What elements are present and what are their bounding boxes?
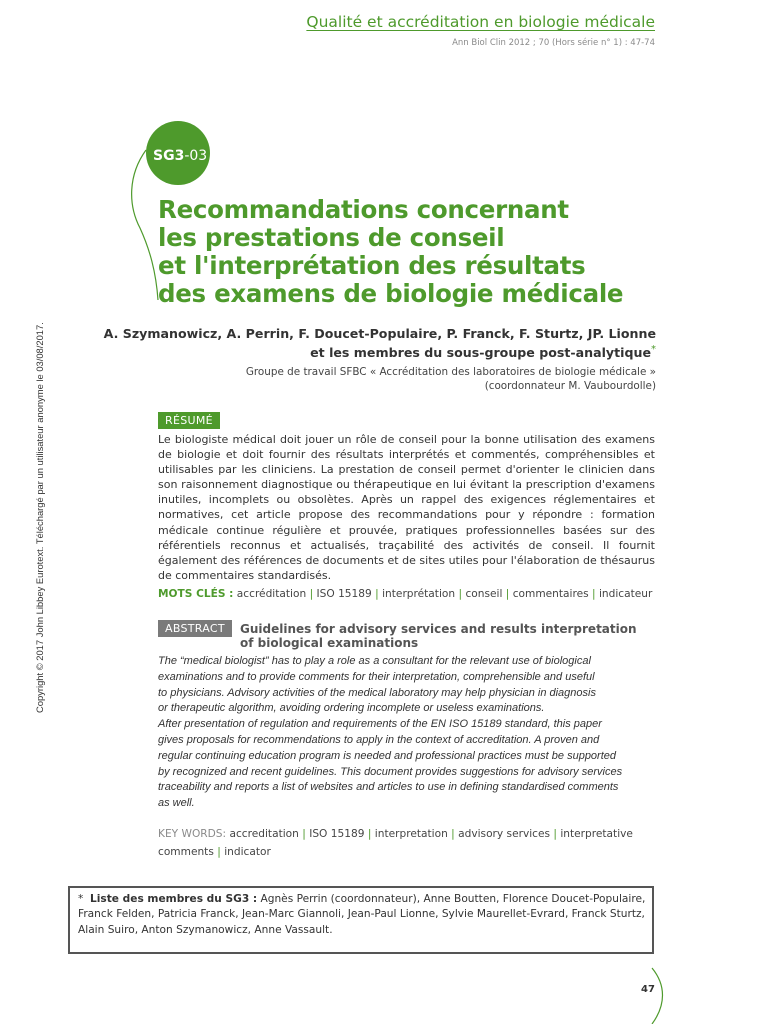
abstract-line: After presentation of regulation and requirements of the EN ISO 15189 standard, this paper — [158, 718, 602, 731]
english-title-line: Guidelines for advisory services and results interpretation — [240, 622, 637, 636]
badge-number: -03 — [184, 148, 208, 164]
members-list: Agnès Perrin (coordonnateur), Anne Boutten, Florence Doucet-Populaire, Franck Felden, Patricia Franck, Jean-Marc Giannoli, Jean-Paul Lionne, Sylvie Maurellet-Evrard, Franck Sturtz, Alain Suiro, Anton Szymanowicz, Anne Vassault. — [78, 893, 646, 936]
title-line: des examens de biologie médicale — [158, 279, 624, 308]
keyword: indicator — [224, 845, 271, 858]
keywords-fr: MOTS CLÉS : accréditation | ISO 15189 | interprétation | conseil | commentaires | indicateur — [158, 588, 653, 600]
keyword: interprétation — [382, 588, 456, 600]
keywords-en: KEY WORDS: accreditation | ISO 15189 | interpretation | advisory services | interpretative comments | indicator — [158, 828, 633, 858]
authors-line: A. Szymanowicz, A. Perrin, F. Doucet-Populaire, P. Franck, F. Sturtz, JP. Lionne — [103, 326, 656, 341]
abstract-line: by recognized and recent guidelines. This document provides suggestions for advisory services — [158, 765, 623, 778]
section-badge — [153, 148, 207, 164]
keyword: interpretation — [374, 828, 448, 840]
english-title-line: of biological examinations — [240, 636, 419, 650]
keywords-label: MOTS CLÉS : — [158, 588, 234, 600]
abstract-line: traceability and reports a list of websites and articles to use in defining standardised comments — [158, 781, 619, 794]
keyword: commentaires — [512, 588, 589, 600]
keyword: conseil — [465, 588, 503, 600]
abstract-line: or therapeutic algorithm, avoiding ordering incomplete or useless examinations. — [158, 702, 545, 715]
footnote-marker: * — [78, 893, 84, 905]
page-number: 47 — [641, 984, 655, 995]
members-label: Liste des membres du SG3 : — [90, 893, 258, 905]
article-title — [158, 196, 698, 308]
abstract-line: to physicians. Advisory activities of the medical laboratory may help physician in diagnosis — [158, 686, 596, 699]
resume-heading: RÉSUMÉ — [158, 412, 220, 429]
authors-line: et les membres du sous-groupe post-analytique — [310, 345, 651, 361]
abstract-line: examinations and to provide comments for their interpretation, comprehensible and useful — [158, 670, 595, 683]
abstract-line: regular continuing education program is needed and professional practices must be supported — [158, 749, 617, 762]
title-line: les prestations de conseil — [158, 223, 505, 252]
copyright-note: Copyright © 2017 John Libbey Eurotext. Téléchargé par un utilisateur anonyme le 03/08/2017. — [34, 322, 45, 713]
keyword: advisory services — [458, 828, 551, 840]
abstract-line: gives proposals for recommendations to apply in the context of accreditation. A proven and — [158, 733, 600, 746]
keyword: accreditation — [229, 828, 299, 840]
page-curve — [652, 968, 663, 1024]
keyword: accréditation — [236, 588, 307, 600]
keyword: ISO 15189 — [316, 588, 372, 600]
abstract-line: The “medical biologist” has to play a role as a consultant for the relevant use of biological — [158, 655, 591, 667]
members-note — [78, 892, 648, 938]
resume-text: Le biologiste médical doit jouer un rôle de conseil pour la bonne utilisation des examens de biologie et doit fournir des résultats interprétés et commentés, compréhensibles et utilisables par les cliniciens. La prestation de conseil permet d'orienter le clinicien dans son raisonnement diagnostique ou thérapeutique en lui évitant la prescription d'examens inutiles, incomplets ou obsolètes. Après un rappel des exigences réglementaires et normatives, cet article propose des recommandations pour y répondre : formation médicale continue régulière et prouvée, pratiques professionnelles basées sur des référentiels reconnus et actualisés, traçabilité des activités de conseil. Il fournit également des références de documents et de sites utiles pour l'élaboration de thésaurus de commentaires standardisés. — [158, 433, 655, 582]
keyword: ISO 15189 — [309, 828, 365, 840]
title-line: et l'interprétation des résultats — [158, 251, 586, 280]
abstract-line: as well. — [158, 797, 195, 810]
affiliation-line: (coordonnateur M. Vaubourdolle) — [484, 379, 656, 392]
keywords-label: KEY WORDS: — [158, 828, 227, 840]
citation: Ann Biol Clin 2012 ; 70 (Hors série n° 1) : 47-74 — [452, 38, 655, 48]
footnote-marker: * — [651, 344, 656, 355]
title-line: Recommandations concernant — [158, 195, 569, 224]
abstract-text — [158, 654, 658, 812]
author-list — [104, 326, 656, 361]
affiliation-line: Groupe de travail SFBC « Accréditation des laboratoires de biologie médicale » — [245, 366, 656, 378]
badge-code: SG3 — [153, 148, 185, 164]
english-title — [240, 622, 637, 650]
journal-title: Qualité et accréditation en biologie médicale — [306, 13, 655, 31]
abstract-heading: ABSTRACT — [158, 620, 232, 637]
affiliation — [246, 366, 656, 393]
keyword: indicateur — [598, 588, 653, 600]
keyword: interpretative comments — [158, 828, 633, 858]
